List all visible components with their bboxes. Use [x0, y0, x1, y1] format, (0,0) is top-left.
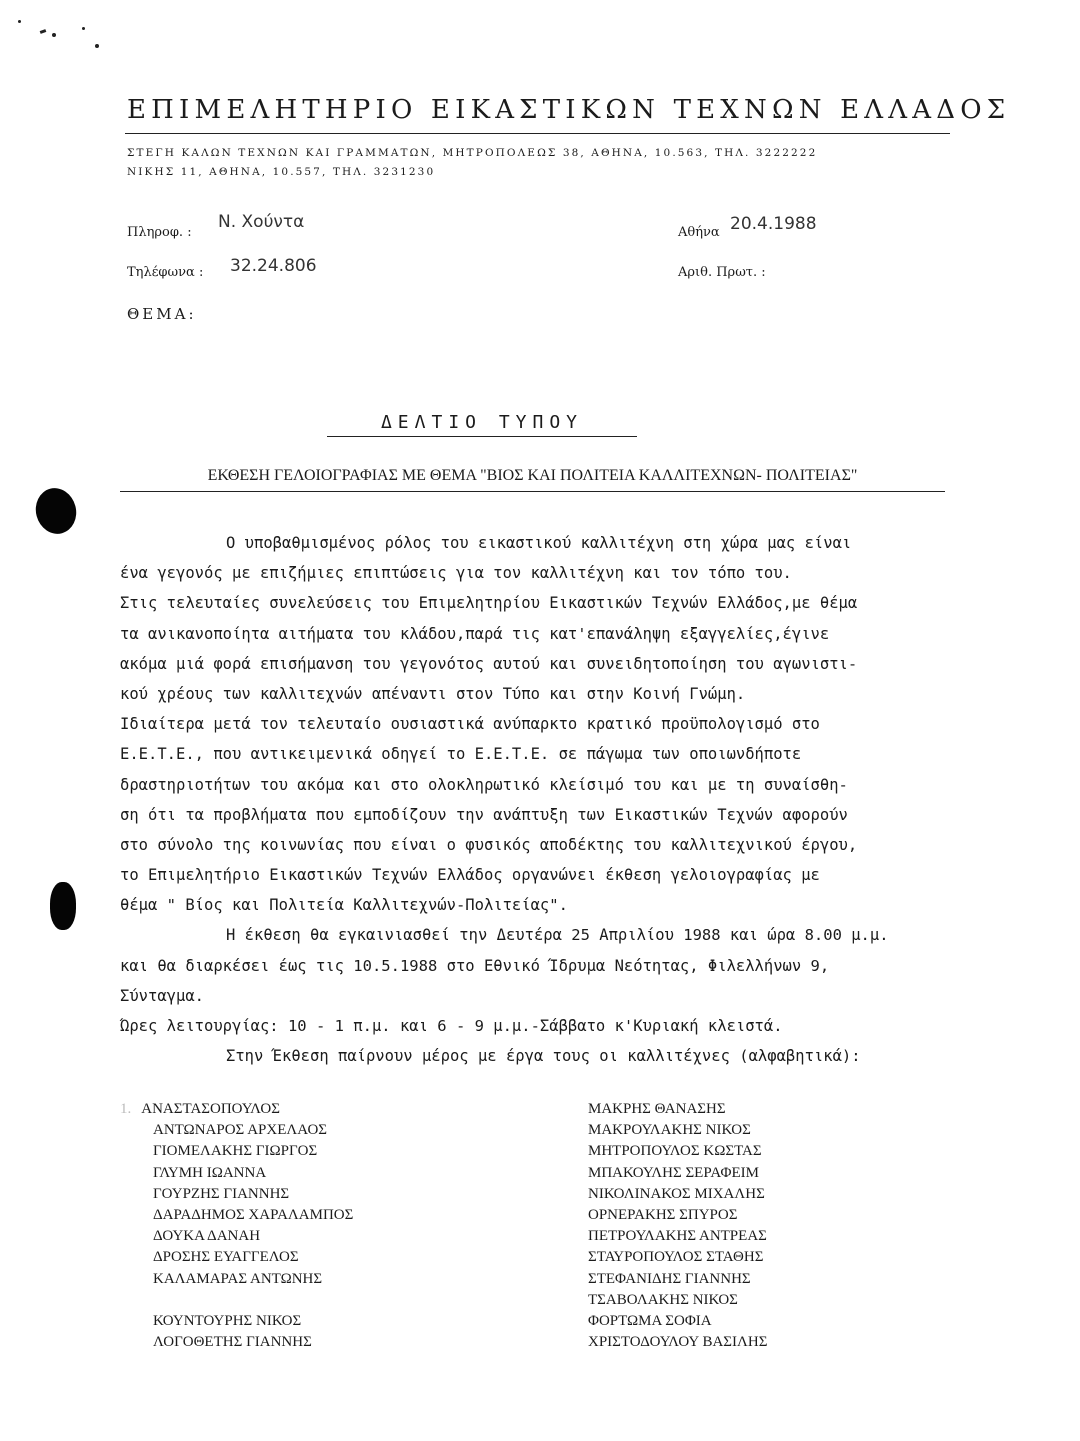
body-line: ση ότι τα προβλήματα που εμποδίζουν την ανάπτυξη των Εικαστικών Τεχνών αφορούν — [120, 805, 848, 824]
artists-left-column — [120, 1099, 353, 1353]
body-line: Στην Έκθεση παίρνουν μέρος με έργα τους οι καλλιτέχνες (αλφαβητικά): — [226, 1047, 861, 1066]
artist-name: ΠΕΤΡΟΥΛΑΚΗΣ ΑΝΤΡΕΑΣ — [588, 1228, 767, 1245]
body-line: Ο υποβαθμισμένος ρόλος του εικαστικού καλλιτέχνη στη χώρα μας είναι — [226, 534, 852, 552]
artist-name: ΜΗΤΡΟΠΟΥΛΟΣ ΚΩΣΤΑΣ — [588, 1143, 762, 1160]
body-line: δραστηριοτήτων του ακόμα και στο ολοκληρωτικό κλείσιμό του και με τη συναίσθη- — [120, 775, 848, 794]
artist-name: ΚΑΛΑΜΑΡΑΣ ΑΝΤΩΝΗΣ — [153, 1270, 323, 1287]
document-subtitle: ΕΚΘΕΣΗ ΓΕΛΟΙΟΓΡΑΦΙΑΣ ΜΕ ΘΕΜΑ "ΒΙΟΣ ΚΑΙ ΠΟΛΙΤΕΙΑ ΚΑΛΛΙΤΕΧΝΩΝ- ΠΟΛΙΤΕΙΑΣ" — [120, 467, 945, 492]
body-line: στο σύνολο της κοινωνίας που είναι ο φυσικός αποδέκτης του καλλιτεχνικού έργου, — [120, 835, 858, 854]
body-line: ένα γεγονός με επιζήμιες επιπτώσεις για τον καλλιτέχνη και τον τόπο του. — [120, 564, 792, 583]
scan-speck — [18, 20, 21, 23]
subject-label: ΘΕΜΑ: — [127, 305, 197, 323]
scan-speck — [40, 29, 47, 34]
address-line-2: ΝΙΚΗΣ 11, ΑΘΗΝΑ, 10.557, ΤΗΛ. 3231230 — [127, 166, 436, 178]
scan-speck — [52, 33, 56, 37]
artist-name: ΣΤΕΦΑΝΙΔΗΣ ΓΙΑΝΝΗΣ — [588, 1270, 751, 1287]
body-line: κού χρέους των καλλιτεχνών απέναντι στον Τύπο και στην Κοινή Γνώμη. — [120, 684, 746, 703]
list-number: 1. — [120, 1101, 132, 1117]
body-line: Στις τελευταίες συνελεύσεις του Επιμελητηρίου Εικαστικών Τεχνών Ελλάδος,με θέμα — [120, 594, 858, 613]
artist-name: ΧΡΙΣΤΟΔΟΥΛΟΥ ΒΑΣΙΛΗΣ — [588, 1334, 768, 1351]
artist-name: ΓΙΟΜΕΛΑΚΗΣ ΓΙΩΡΓΟΣ — [153, 1143, 318, 1160]
body-line: Ώρες λειτουργίας: 10 - 1 π.μ. και 6 - 9 μ.μ.-Σάββατο κ'Κυριακή κλειστά. — [120, 1017, 783, 1035]
artist-name: ΣΤΑΥΡΟΠΟΥΛΟΣ ΣΤΑΘΗΣ — [588, 1249, 764, 1266]
protocol-label: Αριθ. Πρωτ. : — [678, 265, 766, 280]
artist-name: 1. ΑΝΑΣΤΑΣΟΠΟΥΛΟΣ — [120, 1101, 280, 1117]
phone-label: Τηλέφωνα : — [127, 265, 204, 280]
punch-hole-top — [31, 484, 82, 539]
artists-right-column — [588, 1099, 767, 1353]
artist-name: ΛΟΓΟΘΕΤΗΣ ΓΙΑΝΝΗΣ — [153, 1334, 312, 1351]
artist-name: ΔΡΟΣΗΣ ΕΥΑΓΓΕΛΟΣ — [153, 1249, 299, 1266]
body-line: θέμα " Βίος και Πολιτεία Καλλιτεχνών-Πολιτείας". — [120, 896, 568, 915]
phone-value: 32.24.806 — [230, 256, 317, 276]
scan-speck — [95, 44, 99, 48]
date-value: 20.4.1988 — [730, 214, 817, 234]
info-value: Ν. Χούντα — [218, 212, 305, 232]
artist-name: ΟΡΝΕΡΑΚΗΣ ΣΠΥΡΟΣ — [588, 1206, 738, 1223]
artist-name: ΦΟΡΤΩΜΑ ΣΟΦΙΑ — [588, 1312, 712, 1329]
artist-name: ΔΟΥΚΑ ΔΑΝΑΗ — [153, 1228, 261, 1245]
body-line: Ε.Ε.Τ.Ε., που αντικειμενικά οδηγεί το Ε.Ε.Τ.Ε. σε πάγωμα των οποιωνδήποτε — [120, 745, 802, 764]
body-text — [120, 528, 990, 1071]
body-line: Ιδιαίτερα μετά τον τελευταίο ουσιαστικά ανύπαρκτο κρατικό προϋπολογισμό στο — [120, 715, 820, 734]
artist-name: ΜΠΑΚΟΥΛΗΣ ΣΕΡΑΦΕΙΜ — [588, 1164, 759, 1181]
artist-name: ΜΑΚΡΟΥΛΑΚΗΣ ΝΙΚΟΣ — [588, 1122, 751, 1139]
body-line: ακόμα μιά φορά επισήμανση του γεγονότος αυτού και συνειδητοποίηση του αγωνιστι- — [120, 654, 858, 673]
body-line: Σύνταγμα. — [120, 986, 204, 1005]
letterhead-rule — [125, 133, 950, 134]
artist-name: ΓΟΥΡΖΗΣ ΓΙΑΝΝΗΣ — [153, 1185, 290, 1202]
info-label: Πληροφ. : — [127, 225, 192, 240]
artist-name: ΚΟΥΝΤΟΥΡΗΣ ΝΙΚΟΣ — [153, 1312, 302, 1329]
body-line: το Επιμελητήριο Εικαστικών Τεχνών Ελλάδος οργανώνει έκθεση γελοιογραφίας με — [120, 866, 820, 885]
scan-speck — [82, 27, 85, 30]
city-label: Αθήνα — [678, 225, 720, 240]
artist-name: ΓΛΥΜΗ ΙΩΑΝΝΑ — [153, 1164, 267, 1181]
body-line: τα ανικανοποίητα αιτήματα του κλάδου,παρά τις κατ'επανάληψη εξαγγελίες,έγινε — [120, 624, 830, 643]
artist-name: ΔΑΡΑΔΗΜΟΣ ΧΑΡΑΛΑΜΠΟΣ — [153, 1206, 354, 1223]
artist-name: ΜΑΚΡΗΣ ΘΑΝΑΣΗΣ — [588, 1101, 726, 1117]
body-line: Η έκθεση θα εγκαινιασθεί την Δευτέρα 25 Απριλίου 1988 και ώρα 8.00 μ.μ. — [226, 926, 889, 945]
document-title: ΔΕΛΤΙΟ ΤΥΠΟΥ — [327, 412, 637, 437]
body-line: και θα διαρκέσει έως τις 10.5.1988 στο Εθνικό Ίδρυμα Νεότητας, Φιλελλήνων 9, — [120, 956, 830, 975]
artist-name: ΝΙΚΟΛΙΝΑΚΟΣ ΜΙΧΑΛΗΣ — [588, 1185, 765, 1202]
artist-name: ΤΣΑΒΟΛΑΚΗΣ ΝΙΚΟΣ — [588, 1291, 738, 1308]
artist-name: ΑΝΤΩΝΑΡΟΣ ΑΡΧΕΛΑΟΣ — [153, 1122, 328, 1139]
organization-name: ΕΠΙΜΕΛΗΤΗΡΙΟ ΕΙΚΑΣΤΙΚΩΝ ΤΕΧΝΩΝ ΕΛΛΑΔΟΣ — [127, 95, 1011, 125]
address-line-1: ΣΤΕΓΗ ΚΑΛΩΝ ΤΕΧΝΩΝ ΚΑΙ ΓΡΑΜΜΑΤΩΝ, ΜΗΤΡΟΠΟΛΕΩΣ 38, ΑΘΗΝΑ, 10.563, ΤΗΛ. 3222222 — [127, 147, 818, 159]
punch-hole-bottom — [50, 882, 76, 930]
